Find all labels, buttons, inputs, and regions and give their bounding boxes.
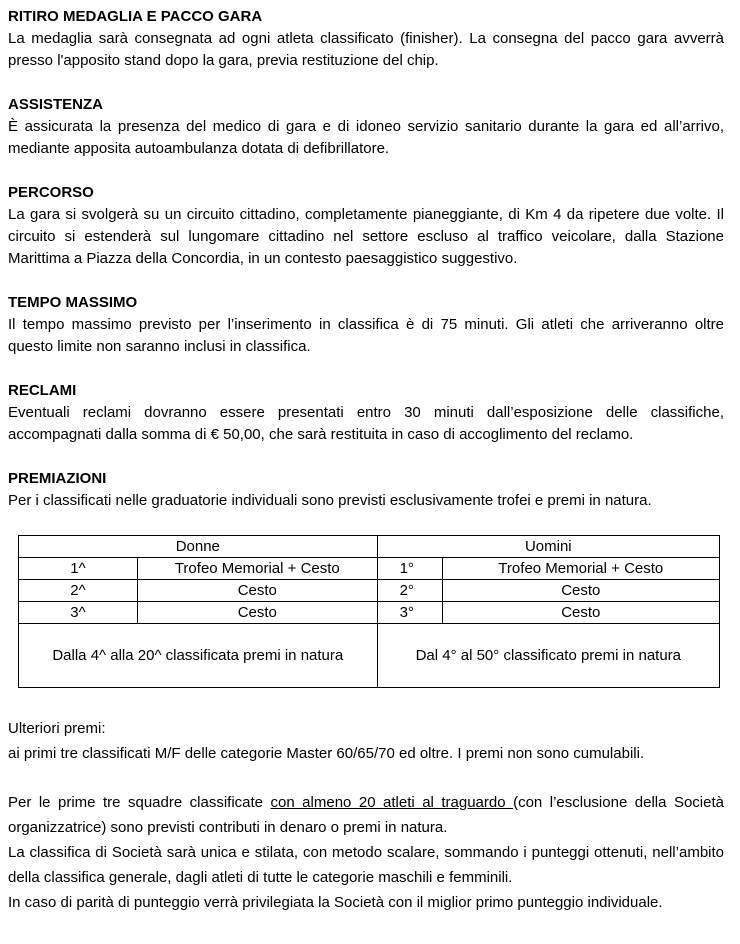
men-footer: Dal 4° al 50° classificato premi in natura (377, 624, 719, 688)
regulations-page (8, 6, 724, 534)
women-rank: 1^ (19, 558, 138, 580)
section-heading: PERCORSO (8, 184, 94, 201)
women-footer: Dalla 4^ alla 20^ classificata premi in natura (19, 624, 378, 688)
table-row (19, 602, 720, 624)
team-ranking-text: La classifica di Società sarà unica e stilata, con metodo scalare, sommando i punteggi ottenuti, nell’ambito della classifica generale, dagli atleti di tutte le categorie maschili e femminili. (8, 844, 724, 886)
women-header: Donne (19, 536, 378, 558)
men-prize: Trofeo Memorial + Cesto (442, 558, 719, 580)
table-row (19, 558, 720, 580)
section-assistance (8, 94, 724, 160)
section-text: Il tempo massimo previsto per l’inserimento in classifica è di 75 minuti. Gli atleti che arriveranno oltre questo limite non saranno inclusi in classifica. (8, 316, 724, 355)
section-max-time (8, 292, 724, 358)
intro-after: (con l’esclusione della Società organizzatrice) sono previsti contributi in denaro o premi in natura. (8, 794, 724, 836)
team-awards-intro (8, 790, 724, 840)
further-awards (8, 716, 724, 766)
section-awards (8, 468, 724, 512)
section-heading: PREMIAZIONI (8, 470, 107, 487)
section-text: Eventuali reclami dovranno essere presentati entro 30 minuti dall’esposizione delle classifiche, accompagnati dalla somma di € 50,00, che sarà restituita in caso di accoglimento del reclamo. (8, 404, 724, 443)
men-rank: 1° (377, 558, 442, 580)
table-row (19, 580, 720, 602)
section-route (8, 182, 724, 270)
section-text: La medaglia sarà consegnata ad ogni atleta classificato (finisher). La consegna del pacco gara avverrà presso l'apposito stand dopo la gara, previa restituzione del chip. (8, 30, 724, 69)
further-awards-label: Ulteriori premi: (8, 720, 106, 737)
further-awards-text: ai primi tre classificati M/F delle categorie Master 60/65/70 ed oltre. I premi non sono cumulabili. (8, 745, 645, 762)
table-footer-row (19, 624, 720, 688)
men-rank: 2° (377, 580, 442, 602)
women-prize: Cesto (138, 602, 378, 624)
men-prize: Cesto (442, 580, 719, 602)
women-prize: Trofeo Memorial + Cesto (138, 558, 378, 580)
men-header: Uomini (377, 536, 719, 558)
women-rank: 3^ (19, 602, 138, 624)
men-prize: Cesto (442, 602, 719, 624)
table-header-row (19, 536, 720, 558)
section-heading: RITIRO MEDAGLIA E PACCO GARA (8, 8, 263, 25)
team-awards (8, 790, 724, 915)
section-text: È assicurata la presenza del medico di gara e di idoneo servizio sanitario durante la gara ed all’arrivo, mediante apposita autoambulanza dotata di defibrillatore. (8, 118, 724, 157)
section-heading: TEMPO MASSIMO (8, 294, 138, 311)
tie-rule-text: In caso di parità di punteggio verrà privilegiata la Società con il miglior primo punteggio individuale. (8, 894, 663, 911)
intro-before: Per le prime tre squadre classificate (8, 794, 271, 811)
prizes-table (18, 535, 720, 688)
section-text: Per i classificati nelle graduatorie individuali sono previsti esclusivamente trofei e premi in natura. (8, 492, 652, 509)
section-complaints (8, 380, 724, 446)
section-medal (8, 6, 724, 72)
section-heading: RECLAMI (8, 382, 77, 399)
women-rank: 2^ (19, 580, 138, 602)
intro-underlined: con almeno 20 atleti al traguardo (270, 794, 514, 811)
section-text: La gara si svolgerà su un circuito cittadino, completamente pianeggiante, di Km 4 da ripetere due volte. Il circuito si estenderà sul lungomare cittadino nel settore escluso al traffico veicolare, dalla Stazione Marittima a Piazza della Concordia, in un contesto paesaggistico suggestivo. (8, 206, 724, 267)
men-rank: 3° (377, 602, 442, 624)
women-prize: Cesto (138, 580, 378, 602)
section-heading: ASSISTENZA (8, 96, 104, 113)
